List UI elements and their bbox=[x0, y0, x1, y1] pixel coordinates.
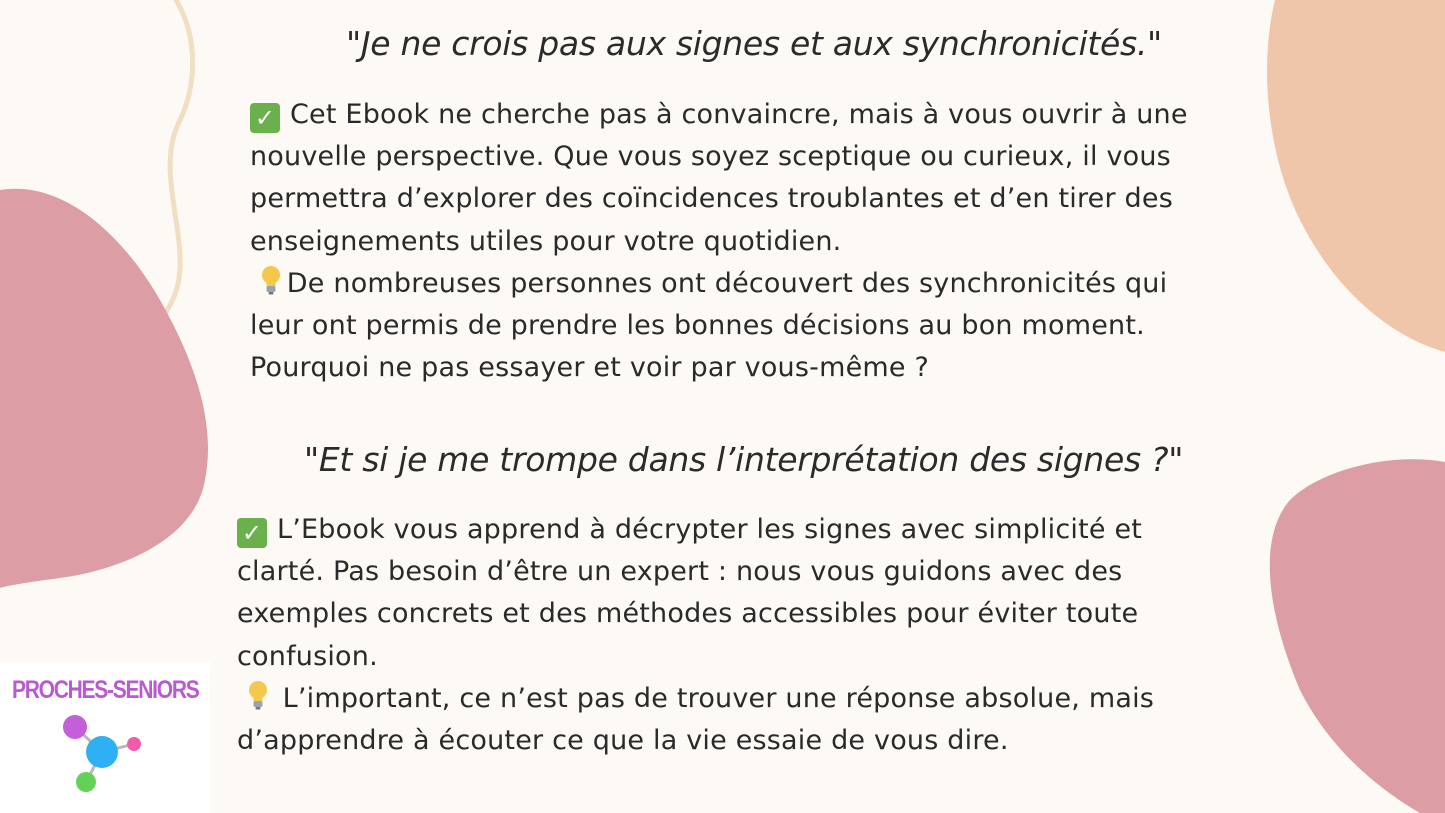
body-line: enseignements utiles pour votre quotidien. bbox=[250, 225, 842, 257]
body-line: ✓ Cet Ebook ne cherche pas à convaincre, mais à vous ouvrir à une bbox=[250, 94, 1221, 136]
proches-seniors-logo bbox=[0, 662, 210, 813]
body-line: L’important, ce n’est pas de trouver une réponse absolue, mais bbox=[237, 678, 1208, 720]
section-1-heading: "Je ne crois pas aux signes et aux synchronicités." bbox=[346, 24, 1162, 63]
body-line: permettra d’explorer des coïncidences troublantes et d’en tirer des bbox=[250, 183, 1173, 215]
section-2-body bbox=[237, 509, 1208, 762]
body-line: nouvelle perspective. Que vous soyez sceptique ou curieux, il vous bbox=[250, 141, 1171, 173]
pink-blob-right bbox=[1270, 459, 1445, 813]
check-mark-icon: ✓ bbox=[250, 103, 280, 133]
body-line: confusion. bbox=[237, 640, 378, 672]
body-line: De nombreuses personnes ont découvert des synchronicités qui bbox=[250, 263, 1221, 305]
logo-text: PROCHES-SENIORS bbox=[12, 676, 199, 704]
cream-wavy-line bbox=[160, 0, 193, 320]
body-line: Pourquoi ne pas essayer et voir par vous-même ? bbox=[250, 352, 930, 384]
body-line: clarté. Pas besoin d’être un expert : nous vous guidons avec des bbox=[237, 556, 1123, 588]
section-2-heading: "Et si je me trompe dans l’interprétation des signes ?" bbox=[304, 440, 1184, 479]
body-line: d’apprendre à écouter ce que la vie essaie de vous dire. bbox=[237, 725, 1009, 757]
light-bulb-icon bbox=[246, 679, 270, 711]
check-mark-icon: ✓ bbox=[237, 518, 267, 548]
pink-blob-left bbox=[0, 189, 208, 588]
section-1-body bbox=[250, 94, 1221, 389]
body-line: ✓ L’Ebook vous apprend à décrypter les signes avec simplicité et bbox=[237, 509, 1208, 551]
body-line: leur ont permis de prendre les bonnes décisions au bon moment. bbox=[250, 310, 1145, 342]
peach-blob-right bbox=[1267, 0, 1445, 352]
molecule-network-icon bbox=[0, 662, 210, 813]
body-line: exemples concrets et des méthodes accessibles pour éviter toute bbox=[237, 598, 1139, 630]
light-bulb-icon bbox=[259, 264, 283, 296]
